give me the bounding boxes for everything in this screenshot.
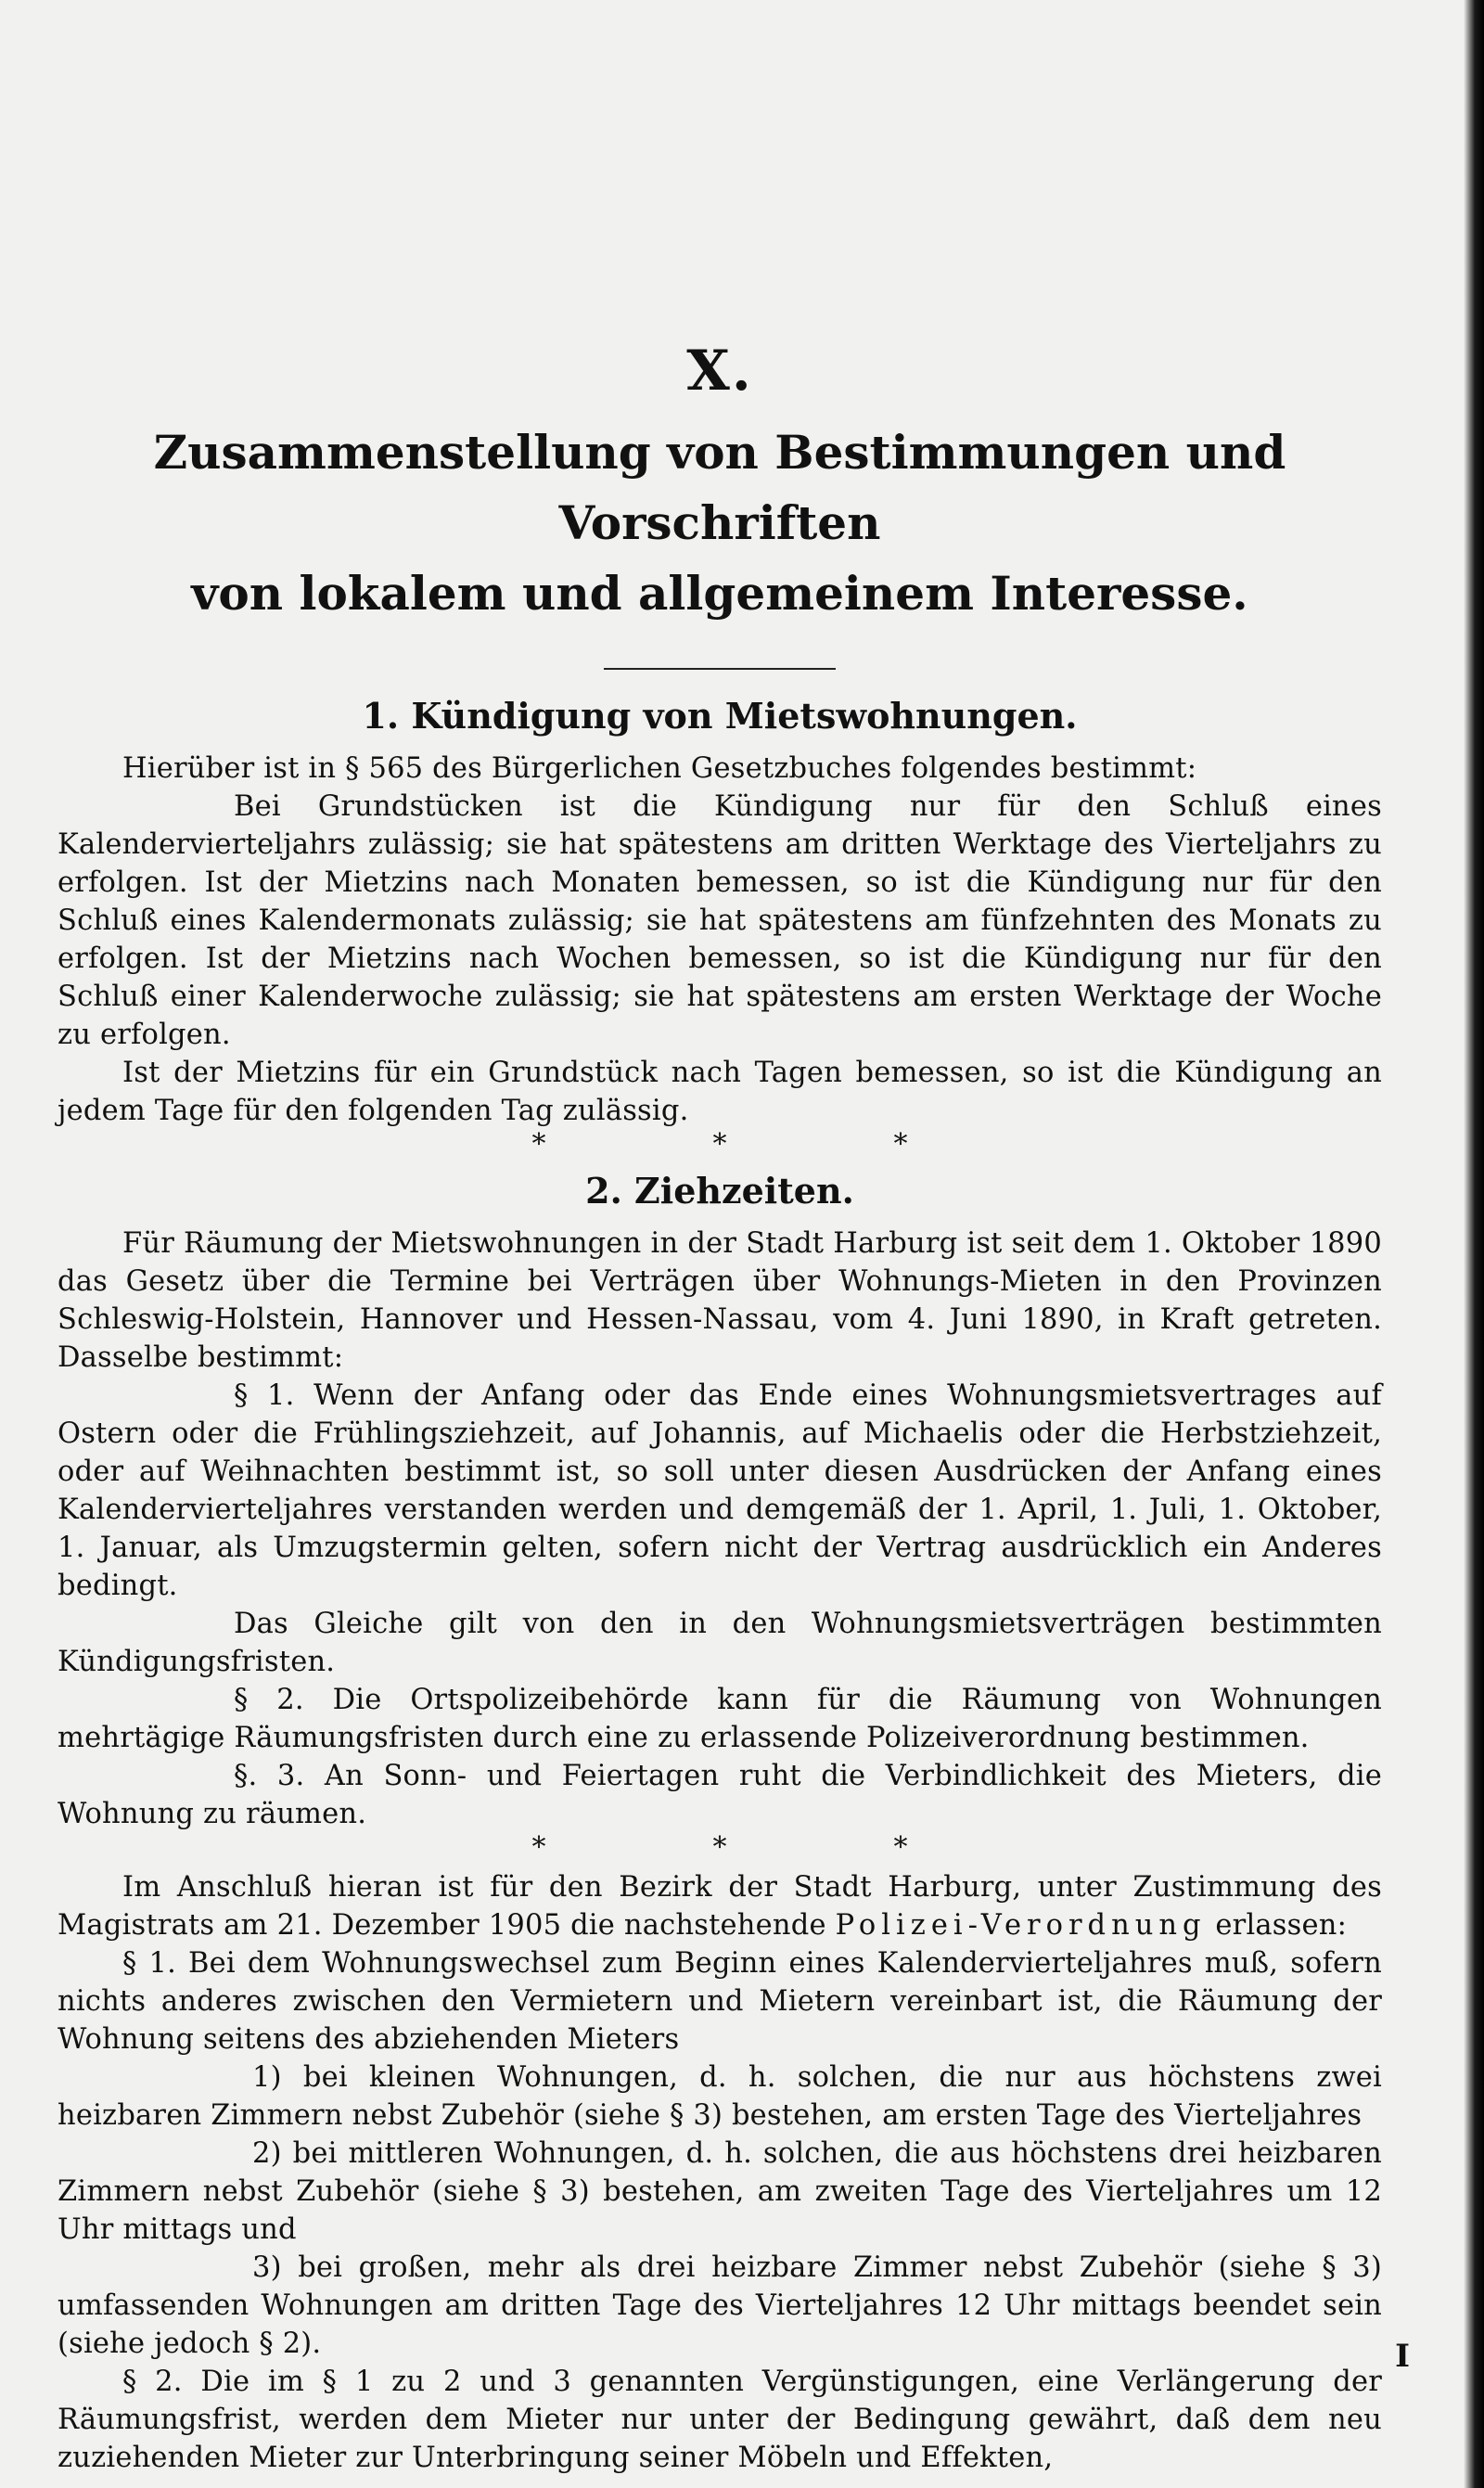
section-2-paragraph-2: Das Gleiche gilt von den in den Wohnungsmietsverträgen bestimmten Kündigungsfristen.: [58, 1608, 1382, 1678]
polizei-verordnung-term: Polizei-Verordnung: [835, 1909, 1207, 1942]
asterisk-divider-2: [58, 1831, 1382, 1864]
section-3-item-3: 3) bei großen, mehr als drei heizbare Zimmer nebst Zubehör (siehe § 3) umfassenden Wohnungen am dritten Tage des Vierteljahres 12 Uhr mittags beendet sein (siehe jedoch § 2).: [58, 2251, 1382, 2360]
section-3-item-1: 1) bei kleinen Wohnungen, d. h. solchen, die nur aus höchstens zwei heizbaren Zimmern nebst Zubehör (siehe § 3) bestehen, am ersten Tage des Vierteljahres: [58, 2061, 1382, 2132]
section-1-paragraph-1: Hierüber ist in § 565 des Bürgerlichen Gesetzbuches folgendes bestimmt:: [122, 752, 1197, 785]
section-1-paragraph-2: Bei Grundstücken ist die Kündigung nur für den Schluß eines Kalendervierteljahrs zulässig; sie hat spätestens am dritten Werktage des Vierteljahrs zu erfolgen. Ist der Mietzins nach Monaten bemessen, so ist die Kündigung nur für den Schluß eines Kalendermonats zulässig; sie hat spätestens am fünfzehnten des Monats zu erfolgen. Ist der Mietzins nach Wochen bemessen, so ist die Kündigung nur für den Schluß einer Kalenderwoche zulässig; sie hat spätestens am ersten Werktage der Woche zu erfolgen.: [58, 790, 1382, 1051]
section-2-heading: 2. Ziehzeiten.: [585, 1170, 854, 1212]
asterisk: *: [893, 1831, 908, 1864]
page-edge-shadow: [1464, 0, 1484, 2488]
title-divider: [604, 668, 836, 670]
page-content: [58, 339, 1382, 2477]
asterisk-divider-1: [58, 1128, 1382, 1161]
section-2-intro: Für Räumung der Mietswohnungen in der Stadt Harburg ist seit dem 1. Oktober 1890 das Gesetz über die Termine bei Verträgen über Wohnungs-Mieten in den Provinzen Schleswig-Holstein, Hannover und Hessen-Nassau, vom 4. Juni 1890, in Kraft getreten. Dasselbe bestimmt:: [58, 1227, 1382, 1374]
chapter-number: X.: [686, 339, 753, 404]
section-3-intro: [58, 1868, 1382, 1944]
chapter-title-line-2: von lokalem und allgemeinem Interesse.: [191, 566, 1248, 621]
asterisk: *: [712, 1831, 727, 1864]
section-1-heading: 1. Kündigung von Mietswohnungen.: [362, 695, 1078, 737]
section-3-paragraph-2: § 2. Die im § 1 zu 2 und 3 genannten Vergünstigungen, eine Verlängerung der Räumungsfrist, werden dem Mieter nur unter der Bedingung gewährt, daß dem neu zuziehenden Mieter zur Unterbringung seiner Möbeln und Effekten,: [58, 2366, 1382, 2474]
chapter-title-line-1: Zusammenstellung von Bestimmungen und Vorschriften: [153, 425, 1286, 550]
section-1-paragraph-3: Ist der Mietzins für ein Grundstück nach Tagen bemessen, so ist die Kündigung an jedem Tage für den folgenden Tag zulässig.: [58, 1057, 1382, 1127]
section-2-paragraph-1: § 1. Wenn der Anfang oder das Ende eines Wohnungsmietsvertrages auf Ostern oder die Frühlingsziehzeit, auf Johannis, auf Michaelis oder die Herbstziehzeit, oder auf Weihnachten bestimmt ist, so soll unter diesen Ausdrücken der Anfang eines Kalendervierteljahres verstanden werden und demgemäß der 1. April, 1. Juli, 1. Oktober, 1. Januar, als Umzugstermin gelten, sofern nicht der Vertrag ausdrücklich ein Anderes bedingt.: [58, 1379, 1382, 1602]
section-2-paragraph-4: §. 3. An Sonn- und Feiertagen ruht die Verbindlichkeit des Mieters, die Wohnung zu räumen.: [58, 1760, 1382, 1830]
asterisk: *: [893, 1128, 908, 1161]
page-number: I: [1395, 2338, 1410, 2375]
asterisk: *: [531, 1128, 546, 1161]
section-3-paragraph-1: § 1. Bei dem Wohnungswechsel zum Beginn eines Kalendervierteljahres muß, sofern nichts anderes zwischen den Vermietern und Mietern vereinbart ist, die Räumung der Wohnung seitens des abziehenden Mieters: [58, 1947, 1382, 2056]
asterisk: *: [531, 1831, 546, 1864]
asterisk: *: [712, 1128, 727, 1161]
section-3-item-2: 2) bei mittleren Wohnungen, d. h. solchen, die aus höchstens drei heizbaren Zimmern nebst Zubehör (siehe § 3) bestehen, am zweiten Tage des Vierteljahres um 12 Uhr mittags und: [58, 2137, 1382, 2246]
section-2-paragraph-3: § 2. Die Ortspolizeibehörde kann für die Räumung von Wohnungen mehrtägige Räumungsfristen durch eine zu erlassende Polizeiverordnung bestimmen.: [58, 1684, 1382, 1754]
section-3-intro-end: erlassen:: [1206, 1909, 1348, 1942]
section-3-intro-text: Im Anschluß hieran ist für den Bezirk der Stadt Harburg, unter Zustimmung des Magistrats am 21. Dezember 1905 die nachstehende: [58, 1871, 1382, 1942]
